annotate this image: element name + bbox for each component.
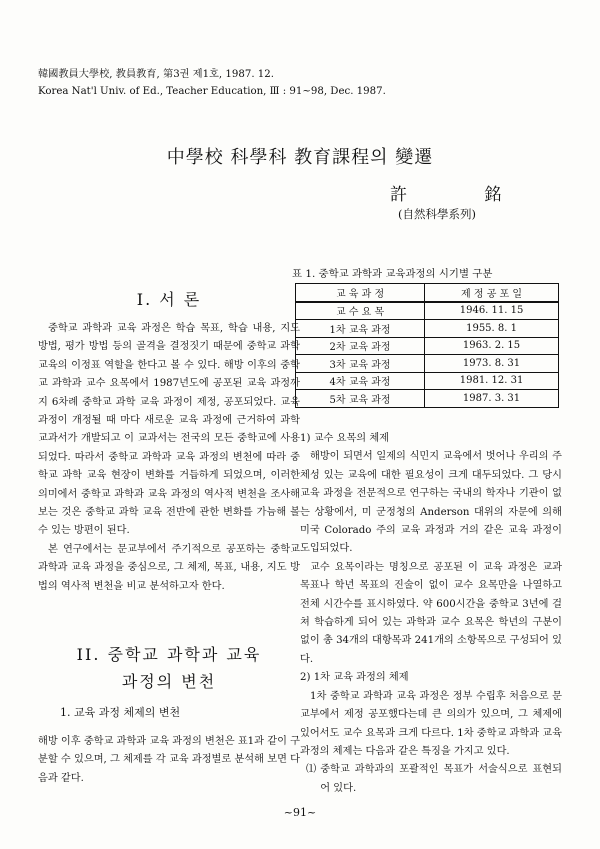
page-number: ~91~	[283, 806, 317, 819]
table-cell-date: 1955. 8. 1	[425, 320, 559, 338]
section2-title	[38, 641, 300, 695]
table-cell-date: 1963. 2. 15	[425, 337, 559, 355]
table-row	[296, 337, 559, 355]
right-paragraph-1: 해방이 되면서 일제의 식민지 교육에서 벗어나 우리의 주체성 있는 교육에 대한 필요성이 크게 대두되었다. 그 당시 교육 과정을 전문적으로 연구하는 국내의 학자나 기관이 없는 상황에서, 미 군정청의 Anderson 대위의 자문에 의해 미국 Colorado 주의 교육 과정과 거의 같은 교육 과정이 도입되었다.	[300, 451, 562, 555]
header-line-korean: 韓國教員大學校, 教員教育, 第3권 제1호, 1987. 12.	[38, 69, 275, 80]
table-row	[296, 320, 559, 338]
section1-paragraph-1: 중학교 과학과 교육 과정은 학습 목표, 학습 내용, 지도 방법, 평가 방법 등의 골격을 결정짓기 때문에 중학교 과학 교육의 이정표 역할을 한다고 볼 수 있다. 해방 이후의 중학교 과학과 교수 요목에서 1987년도에 공포된 교육 과정까지 6차례 중학교 과학 교육 과정이 제정, 공포되었다. 교육 과정이 개정될 때 마다 새로운 교육 과정에 근거하여 과학 교과서가 개발되고 이 교과서는 전국의 모든 중학교에 사용되었다. 따라서 중학교 과학과 교육 과정의 변천에 따라 중학교 과학 교육 현장이 변화를 거듭하게 되었으며, 이러한 의미에서 중학교 과학과 교육 과정의 역사적 변천을 조사해 보는 것은 중학교 과학 교육 전반에 관한 변화를 가늠해 볼 수 있는 방편이 된다.	[38, 323, 300, 537]
section2-title-line1: II. 중학교 과학과 교육	[76, 645, 262, 664]
section2-paragraph: 해방 이후 중학교 과학과 교육 과정의 변천은 표1과 같이 구분할 수 있으며, 그 체제를 각 교육 과정별로 분석해 보면 다음과 같다.	[38, 736, 300, 784]
section1-title: I. 서 론	[136, 290, 202, 309]
table-cell-date: 1987. 3. 31	[425, 390, 559, 408]
right-paragraph-3: 1차 중학교 과학과 교육 과정은 정부 수립후 처음으로 문교부에서 제정 공포했다는데 큰 의의가 있으며, 그 체제에 있어서도 교수 요목과 크게 다르다. 1차 중학교 과학과 교육 과정의 체제는 다음과 같은 특징을 가지고 있다.	[300, 690, 562, 757]
table-cell-date: 1973. 8. 31	[425, 355, 559, 373]
table-cell-date: 1946. 11. 15	[425, 302, 559, 320]
right-paragraph-2: 교수 요목이라는 명칭으로 공포된 이 교육 과정은 교과 목표나 학년 목표의 진술이 없이 교수 요목만을 나열하고 전체 시간수를 표시하였다. 약 600시간을 중학교 3년에 걸쳐 학습하게 되어 있는 과학과 교수 요목은 학년의 구분이 없이 총 34개의 대항목과 241개의 소항목으로 구성되어 있다.	[300, 561, 562, 665]
table-caption: 표 1. 중학교 과학과 교육과정의 시기별 구분	[292, 268, 493, 280]
author-name: 許 銘	[390, 185, 538, 205]
journal-header	[38, 66, 386, 100]
table-row	[296, 355, 559, 373]
list-item	[306, 761, 562, 798]
table-cell-date: 1981. 12. 31	[425, 372, 559, 390]
table-row	[296, 372, 559, 390]
table-header-row	[296, 284, 559, 302]
subsection-heading-1: 1) 교수 요목의 체제	[300, 433, 390, 444]
paper-title: 中學校 科學科 教育課程의 變遷	[166, 147, 434, 168]
table-row	[296, 302, 559, 320]
table-row	[296, 390, 559, 408]
section1-paragraph-2: 본 연구에서는 문교부에서 주기적으로 공포하는 중학교 과학과 교육 과정을 중심으로, 그 체제, 목표, 내용, 지도 방법의 역사적 변천을 비교 분석하고자 한다.	[38, 543, 300, 592]
curriculum-period-table	[295, 283, 559, 408]
section2-subheading: 1. 교육 과정 체제의 변천	[60, 706, 181, 719]
section2-body	[38, 733, 300, 788]
section2-title-line2: 과정의 변천	[121, 672, 217, 691]
right-column-body	[300, 430, 562, 798]
table-header-curriculum: 교 육 과 정	[296, 284, 425, 302]
subsection-heading-2: 2) 1차 교육 과정의 체제	[300, 672, 409, 684]
list-item-number: ⑴	[306, 764, 317, 776]
table-header-date: 제 정 공 포 일	[425, 284, 559, 302]
table-cell-curriculum: 5차 교육 과정	[296, 390, 425, 408]
section1-body	[38, 320, 300, 596]
list-item-text: 중학교 과학과의 포괄적인 목표가 서술식으로 표현되어 있다.	[320, 764, 562, 794]
header-line-english: Korea Nat'l Univ. of Ed., Teacher Education, Ⅲ : 91~98, Dec. 1987.	[38, 86, 386, 97]
table-cell-curriculum: 3차 교육 과정	[296, 355, 425, 373]
table-cell-curriculum: 4차 교육 과정	[296, 372, 425, 390]
table-cell-curriculum: 2차 교육 과정	[296, 337, 425, 355]
table-cell-curriculum: 교 수 요 목	[296, 302, 425, 320]
author-affiliation: (自然科學系列)	[398, 207, 476, 221]
table-cell-curriculum: 1차 교육 과정	[296, 320, 425, 338]
